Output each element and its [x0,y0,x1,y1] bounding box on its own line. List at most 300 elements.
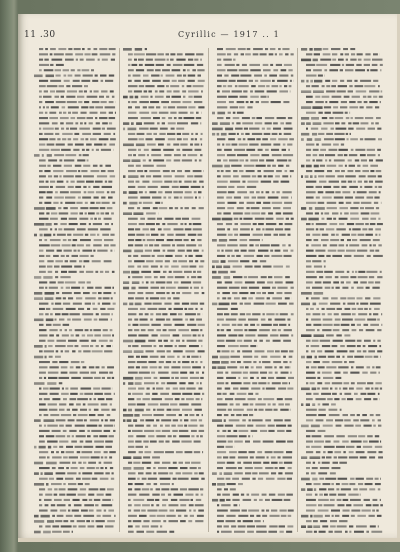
text-line-fragment [360,138,363,140]
text-line-fragment [171,128,175,130]
text-line-fragment [322,329,331,331]
text-line-fragment [152,393,157,395]
text-line-fragment [348,181,352,183]
text-line-fragment [134,414,139,417]
text-line-fragment [217,409,226,411]
text-line-fragment [361,159,367,161]
text-line-fragment [87,308,90,310]
text-line-fragment [288,117,292,119]
text-line-fragment [253,48,263,50]
text-line-fragment [187,276,189,278]
text-line-fragment [262,515,267,517]
text-line-fragment [87,430,90,432]
text-line-fragment [375,382,381,384]
text-line-fragment [239,170,243,172]
text-line-fragment [280,409,288,411]
text-line-fragment [364,308,368,310]
text-line-fragment [47,425,58,427]
text-line-fragment [257,255,263,257]
text-line-fragment [158,372,169,374]
text-line-fragment [39,361,50,363]
text-line-fragment [46,250,54,252]
text-line-fragment [56,297,62,299]
text-line-fragment [55,133,59,135]
text-line-fragment [217,281,222,283]
text-line-fragment [177,138,182,140]
text-line-fragment [107,520,115,522]
text-line-fragment [284,292,291,294]
text-line-fragment [217,292,220,294]
text-line-fragment [238,138,242,140]
text-line-fragment [200,260,204,262]
text-line-fragment [317,377,320,379]
running-header-title: Cyrillic — 1917 .. 1 [178,30,280,39]
text-line-fragment [336,356,340,358]
text-line-fragment [138,59,144,61]
text-line-fragment [202,393,204,395]
text-line-fragment [139,372,150,374]
text-line-fragment [256,531,267,533]
text-line-fragment [212,419,222,422]
text-line-fragment [343,510,350,512]
text-line-fragment [34,207,45,210]
text-line-fragment [301,425,309,428]
text-line-fragment [217,228,225,230]
text-line-fragment [39,181,44,183]
text-line-fragment [336,488,339,490]
text-line-fragment [377,329,381,331]
text-line-fragment [201,494,204,496]
text-line-fragment [162,223,165,225]
text-line-fragment [337,175,344,177]
text-line-fragment [57,138,60,140]
text-line-fragment [94,441,104,443]
text-line-fragment [268,175,273,177]
text-line-fragment [280,531,284,533]
text-line-fragment [188,488,199,490]
text-line-fragment [61,393,69,395]
text-line-fragment [227,154,236,156]
text-line-fragment [50,53,53,55]
text-line-fragment [270,48,276,50]
text-line-fragment [367,366,371,368]
text-line-fragment [313,59,318,62]
text-line-fragment [105,106,116,108]
text-line-fragment [171,170,175,172]
text-line-fragment [325,287,331,289]
text-line-fragment [70,260,77,262]
text-line-fragment [378,175,382,177]
text-line-fragment [123,202,127,205]
text-line-fragment [176,340,180,342]
text-line-fragment [253,234,263,236]
text-line-fragment [79,128,90,130]
text-line-fragment [217,223,223,225]
text-line-fragment [102,59,108,61]
text-line-fragment [352,228,360,230]
text-line-fragment [325,276,332,278]
text-line-fragment [370,223,376,225]
text-line-fragment [154,244,159,246]
text-line-fragment [255,80,258,82]
text-line-fragment [341,186,346,188]
text-line-fragment [173,334,180,336]
text-line-fragment [228,191,235,193]
text-line-fragment [223,393,227,395]
text-line-fragment [371,212,380,214]
text-line-fragment [306,266,312,268]
text-line-fragment [66,128,69,130]
text-line-fragment [379,372,380,374]
text-line-fragment [347,398,353,400]
text-line-fragment [90,329,92,331]
text-line-fragment [238,85,248,87]
text-line-fragment [242,510,247,512]
text-line-fragment [61,287,64,289]
text-line-fragment [323,451,326,453]
text-line-fragment [174,228,184,230]
text-line-fragment [330,499,335,501]
text-line-fragment [282,48,289,50]
text-line-fragment [175,207,178,209]
text-line-fragment [311,244,321,246]
text-line-fragment [179,345,187,347]
text-line-fragment [164,181,172,183]
text-line-fragment [87,96,98,98]
text-line-fragment [365,356,373,358]
text-line-fragment [52,122,58,124]
text-line-fragment [50,90,55,92]
text-line-fragment [92,53,98,55]
text-line-fragment [128,85,138,87]
text-line-fragment [350,372,359,374]
text-line-fragment [277,430,285,432]
text-line-fragment [202,292,205,294]
text-line-fragment [284,64,292,66]
text-line-fragment [345,53,349,55]
text-line-fragment [355,85,364,87]
text-line-fragment [39,101,42,103]
text-line-fragment [78,414,88,416]
text-line-fragment [217,313,223,315]
text-line-fragment [176,472,181,474]
text-line-fragment [89,409,91,411]
text-line-fragment [224,414,229,416]
text-line-fragment [61,218,67,220]
text-line-fragment [174,494,184,496]
text-line-fragment [265,419,271,421]
text-line-fragment [246,170,255,172]
text-line-fragment [148,403,159,405]
text-line-fragment [377,319,380,321]
text-line-fragment [57,234,66,236]
text-line-fragment [198,75,202,77]
text-line-fragment [322,85,325,87]
text-line-fragment [373,53,378,55]
text-line-fragment [319,276,323,278]
text-line-fragment [241,287,247,289]
text-line-fragment [195,504,204,506]
text-line-fragment [65,59,74,61]
text-line-fragment [44,350,54,352]
text-line-fragment [289,303,294,305]
text-line-fragment [177,244,185,246]
text-line-fragment [187,250,192,252]
text-line-fragment [212,483,216,486]
text-line-fragment [314,292,324,295]
text-line-fragment [247,202,255,204]
text-line-fragment [356,525,367,527]
text-line-fragment [152,334,158,336]
text-line-fragment [153,159,164,161]
text-line-fragment [128,223,137,225]
text-line-fragment [356,451,365,453]
text-line-fragment [79,212,83,214]
text-line-fragment [161,186,170,188]
text-line-fragment [357,191,367,193]
text-line-fragment [140,175,144,177]
text-line-fragment [136,122,142,125]
text-line-fragment [340,69,343,71]
text-line-fragment [90,202,94,204]
text-line-fragment [66,425,72,427]
text-line-fragment [47,144,55,146]
text-line-fragment [66,287,70,289]
text-line-fragment [167,292,170,294]
text-line-fragment [128,483,133,485]
text-line-fragment [241,250,247,252]
text-line-fragment [369,159,373,161]
text-line-fragment [355,159,359,161]
text-line-fragment [346,281,351,283]
text-line-fragment [253,441,261,443]
text-line-fragment [347,271,350,273]
text-line-fragment [167,133,175,135]
text-line-fragment [146,138,153,140]
text-line-fragment [373,297,380,299]
text-line-fragment [217,191,227,193]
text-line-fragment [46,197,52,199]
text-line-fragment [104,239,113,241]
text-line-fragment [52,531,62,533]
text-line-fragment [271,472,276,474]
text-line-fragment [128,117,138,119]
text-line-fragment [227,207,234,209]
text-line-fragment [133,212,143,215]
text-line-fragment [342,441,349,443]
text-line-fragment [72,112,78,114]
text-line-fragment [266,510,269,512]
text-line-fragment [357,297,363,299]
text-line-fragment [188,308,193,310]
text-line-fragment [159,308,167,310]
text-line-fragment [342,287,348,289]
text-line-fragment [98,398,105,400]
text-line-fragment [63,303,70,305]
text-line-fragment [227,244,238,246]
text-line-fragment [104,144,107,146]
text-line-fragment [171,488,179,490]
text-line-fragment [59,446,63,448]
text-line-fragment [217,414,222,416]
text-line-fragment [244,165,255,167]
text-line-fragment [288,69,292,71]
text-line-fragment [199,430,205,432]
text-line-fragment [63,207,67,209]
text-line-fragment [349,101,355,103]
text-line-fragment [169,504,179,506]
text-line-fragment [331,510,340,512]
text-line-fragment [269,75,277,77]
text-line-fragment [140,419,144,421]
text-line-fragment [123,128,125,131]
text-line-fragment [247,525,255,527]
text-line-fragment [224,75,228,77]
text-line-fragment [234,472,243,474]
text-line-fragment [128,446,134,448]
text-line-fragment [167,239,174,241]
text-line-fragment [147,510,157,512]
text-line-fragment [146,260,154,262]
text-line-fragment [175,324,185,326]
text-line-fragment [152,149,161,151]
text-line-fragment [181,266,188,268]
text-line-fragment [344,212,349,214]
text-line-fragment [39,446,46,449]
text-line-fragment [314,165,319,168]
text-line-fragment [273,122,278,124]
text-line-fragment [228,85,233,87]
text-line-fragment [331,128,334,130]
text-line-fragment [144,303,151,305]
text-line-fragment [142,504,150,506]
text-line-fragment [268,531,277,533]
text-line-fragment [239,292,248,294]
text-line-fragment [305,175,309,178]
text-line-fragment [91,170,100,172]
text-line-fragment [84,191,87,193]
text-line-fragment [156,292,165,294]
text-line-fragment [301,165,305,168]
text-line-fragment [101,212,105,214]
text-line-fragment [320,228,324,230]
text-line-fragment [375,281,380,283]
text-line-fragment [77,520,85,522]
text-line-fragment [257,324,260,326]
text-line-fragment [109,451,116,453]
text-line-fragment [341,170,345,172]
text-line-fragment [329,159,331,161]
text-line-fragment [181,281,191,283]
text-line-fragment [306,350,308,352]
text-line-fragment [339,388,341,390]
text-line-fragment [39,504,42,506]
text-line-fragment [76,435,86,437]
text-line-fragment [48,403,57,405]
text-line-fragment [176,234,186,236]
text-line-fragment [58,48,66,50]
text-line-fragment [160,393,169,395]
text-line-fragment [365,388,369,390]
text-line-fragment [245,212,251,214]
text-line-fragment [262,207,271,209]
text-line-fragment [253,462,261,464]
text-line-fragment [239,202,244,204]
text-line-fragment [237,112,244,114]
text-line-fragment [123,281,129,284]
text-line-fragment [169,271,172,273]
text-line-fragment [109,75,114,77]
text-line-fragment [326,175,335,177]
text-line-fragment [106,398,112,400]
text-line-fragment [182,292,191,294]
text-line-fragment [355,425,361,427]
text-line-fragment [289,85,292,87]
text-line-fragment [134,504,141,506]
text-line-fragment [249,80,253,82]
text-line-fragment [358,234,365,236]
text-line-fragment [248,297,253,299]
text-line-fragment [320,165,325,167]
text-line-fragment [347,239,351,241]
text-line-fragment [135,340,146,343]
text-line-fragment [139,112,149,114]
text-line-fragment [73,80,80,82]
text-line-fragment [134,260,145,262]
text-line-fragment [290,80,292,82]
text-line-fragment [54,266,60,268]
text-line-fragment [315,281,322,283]
text-line-fragment [266,191,270,193]
text-line-fragment [96,202,101,204]
text-line-fragment [64,499,70,501]
text-line-fragment [167,276,173,278]
text-line-fragment [143,398,150,400]
text-line-fragment [156,388,163,390]
text-line-fragment [339,218,348,220]
text-line-fragment [110,244,115,246]
text-line-fragment [50,313,53,315]
text-line-fragment [306,313,311,315]
column-2 [123,46,205,534]
text-line-fragment [152,80,161,82]
text-line-fragment [81,510,88,512]
text-line-fragment [306,340,311,342]
text-line-fragment [39,53,48,55]
text-line-fragment [341,488,351,490]
text-line-fragment [248,435,250,437]
text-line-fragment [46,75,55,78]
text-line-fragment [234,250,239,252]
text-line-fragment [198,388,202,390]
text-line-fragment [141,510,146,512]
text-line-fragment [139,494,149,496]
text-line-fragment [217,197,224,199]
text-line-fragment [155,69,161,71]
text-line-fragment [326,133,333,135]
text-line-fragment [50,64,53,66]
text-line-fragment [240,96,248,98]
text-line-fragment [99,340,108,342]
text-line-fragment [173,361,176,363]
text-line-fragment [144,451,151,453]
text-line-fragment [315,101,324,103]
text-line-fragment [334,441,340,443]
text-line-fragment [378,456,383,458]
text-line-fragment [159,441,164,443]
text-line-fragment [286,451,292,453]
text-line-fragment [378,154,380,156]
